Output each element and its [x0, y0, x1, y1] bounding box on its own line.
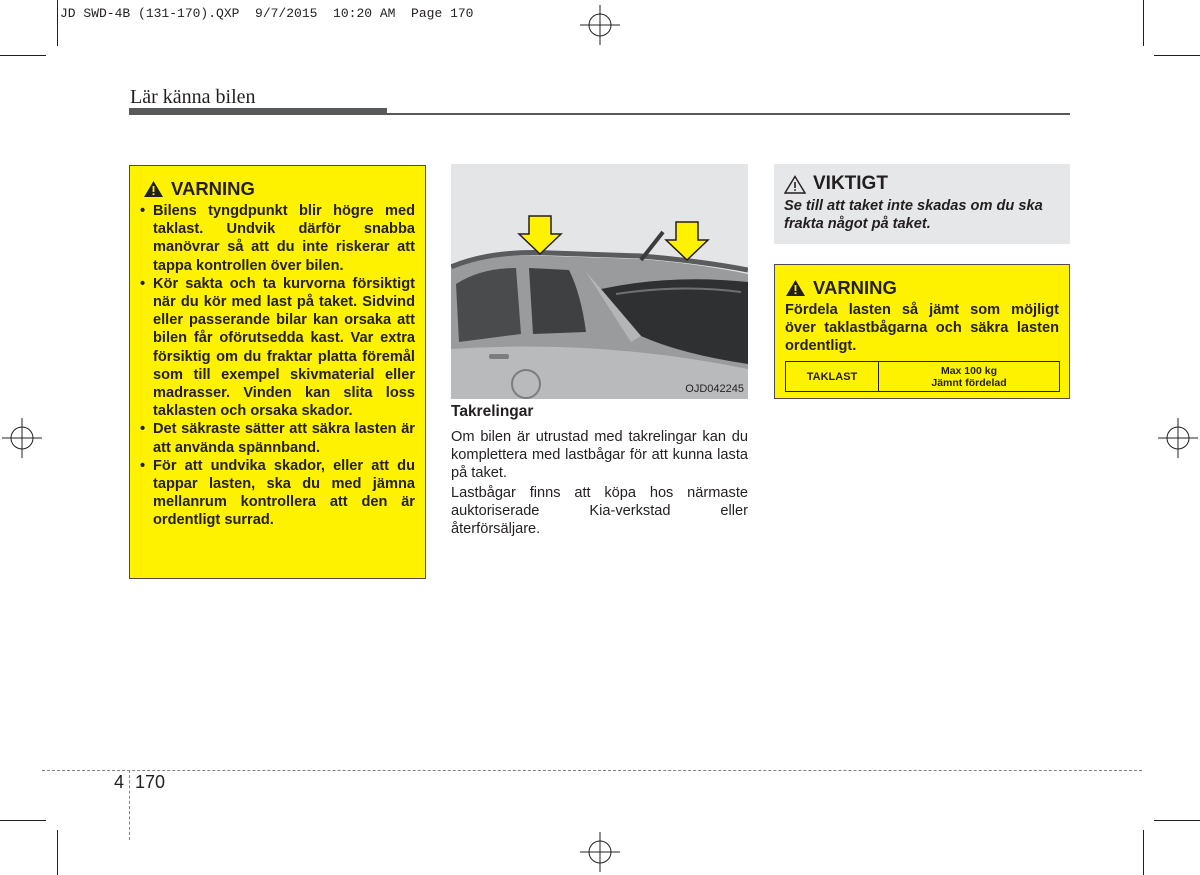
warning-text: Fördela lasten så jämt som möjligt över taklastbågarna och säkra lasten ordentligt.: [785, 302, 1059, 355]
registration-mark-icon: [2, 418, 42, 458]
warning-heading-text: VARNING: [813, 277, 897, 298]
caution-triangle-icon: [784, 175, 806, 194]
crop-mark: [57, 830, 58, 875]
registration-mark-icon: [580, 832, 620, 872]
load-value-line: Max 100 kg: [940, 364, 998, 377]
crop-mark: [1143, 0, 1144, 46]
warning-heading: [785, 277, 1059, 299]
title-rule: [129, 108, 387, 115]
print-slug: JD SWD-4B (131-170).QXP 9/7/2015 10:20 AM Page 170: [60, 6, 474, 21]
list-item: • Kör sakta och ta kurvorna försiktigt när du kör med last på taket. Sidvind eller passerande bilar kan orsaka att bilen får oförutsedda kast. Var extra försiktig om du fraktar platta föremål som till exempel skivmaterial eller madrasser. Vinden kan slita loss taklasten och orsaka skador.: [140, 275, 415, 421]
chapter-number: 4: [114, 772, 125, 792]
warning-box: [129, 165, 426, 579]
notice-heading: [784, 173, 1060, 195]
notice-heading-text: VIKTIGT: [813, 173, 888, 194]
crop-mark: [57, 0, 58, 46]
warning-list: [140, 202, 415, 530]
title-rule: [387, 113, 1070, 115]
registration-mark-icon: [1158, 418, 1198, 458]
warning-triangle-icon: [785, 279, 806, 297]
load-value: [879, 362, 1059, 391]
page-number: 170: [135, 772, 166, 792]
registration-mark-icon: [580, 5, 620, 45]
footer-rule: [129, 770, 130, 840]
list-item: • Det säkraste sätter att säkra lasten är att använda spännband.: [140, 420, 415, 456]
load-label: TAKLAST: [786, 362, 879, 391]
warning-triangle-icon: [143, 180, 164, 198]
crop-mark: [1154, 820, 1200, 821]
car-roof-illustration: [451, 164, 748, 399]
notice-box: [774, 164, 1070, 244]
warning-heading: [143, 178, 415, 200]
load-limit-table: [785, 361, 1060, 392]
crop-mark: [1143, 830, 1144, 875]
crop-mark: [1154, 55, 1200, 56]
crop-mark: [0, 55, 46, 56]
image-code: OJD042245: [685, 383, 744, 395]
list-item: • Bilens tyngdpunkt blir högre med taklast. Undvik därför snabba manövrar så att du inte riskerar att tappa kontrollen över bilen.: [140, 202, 415, 275]
paragraph: Om bilen är utrustad med takrelingar kan du komplettera med lastbågar för att kunna lasta på taket.: [451, 429, 748, 482]
section-title: Lär känna bilen: [130, 86, 256, 108]
warning-heading-text: VARNING: [171, 178, 255, 199]
paragraph: Lastbågar finns att köpa hos närmaste auktoriserade Kia-verkstad eller återförsäljare.: [451, 485, 748, 538]
crop-mark: [0, 820, 46, 821]
load-value-line: Jämnt fördelad: [931, 376, 1007, 389]
subheading: Takrelingar: [451, 403, 534, 420]
footer-rule: [42, 770, 1142, 771]
car-roof-rail-image: [451, 164, 748, 399]
notice-text: Se till att taket inte skadas om du ska frakta något på taket.: [784, 198, 1043, 233]
list-item: • För att undvika skador, eller att du tappar lasten, ska du med jämna mellanrum kontrollera att den är ordentligt surrad.: [140, 457, 415, 530]
